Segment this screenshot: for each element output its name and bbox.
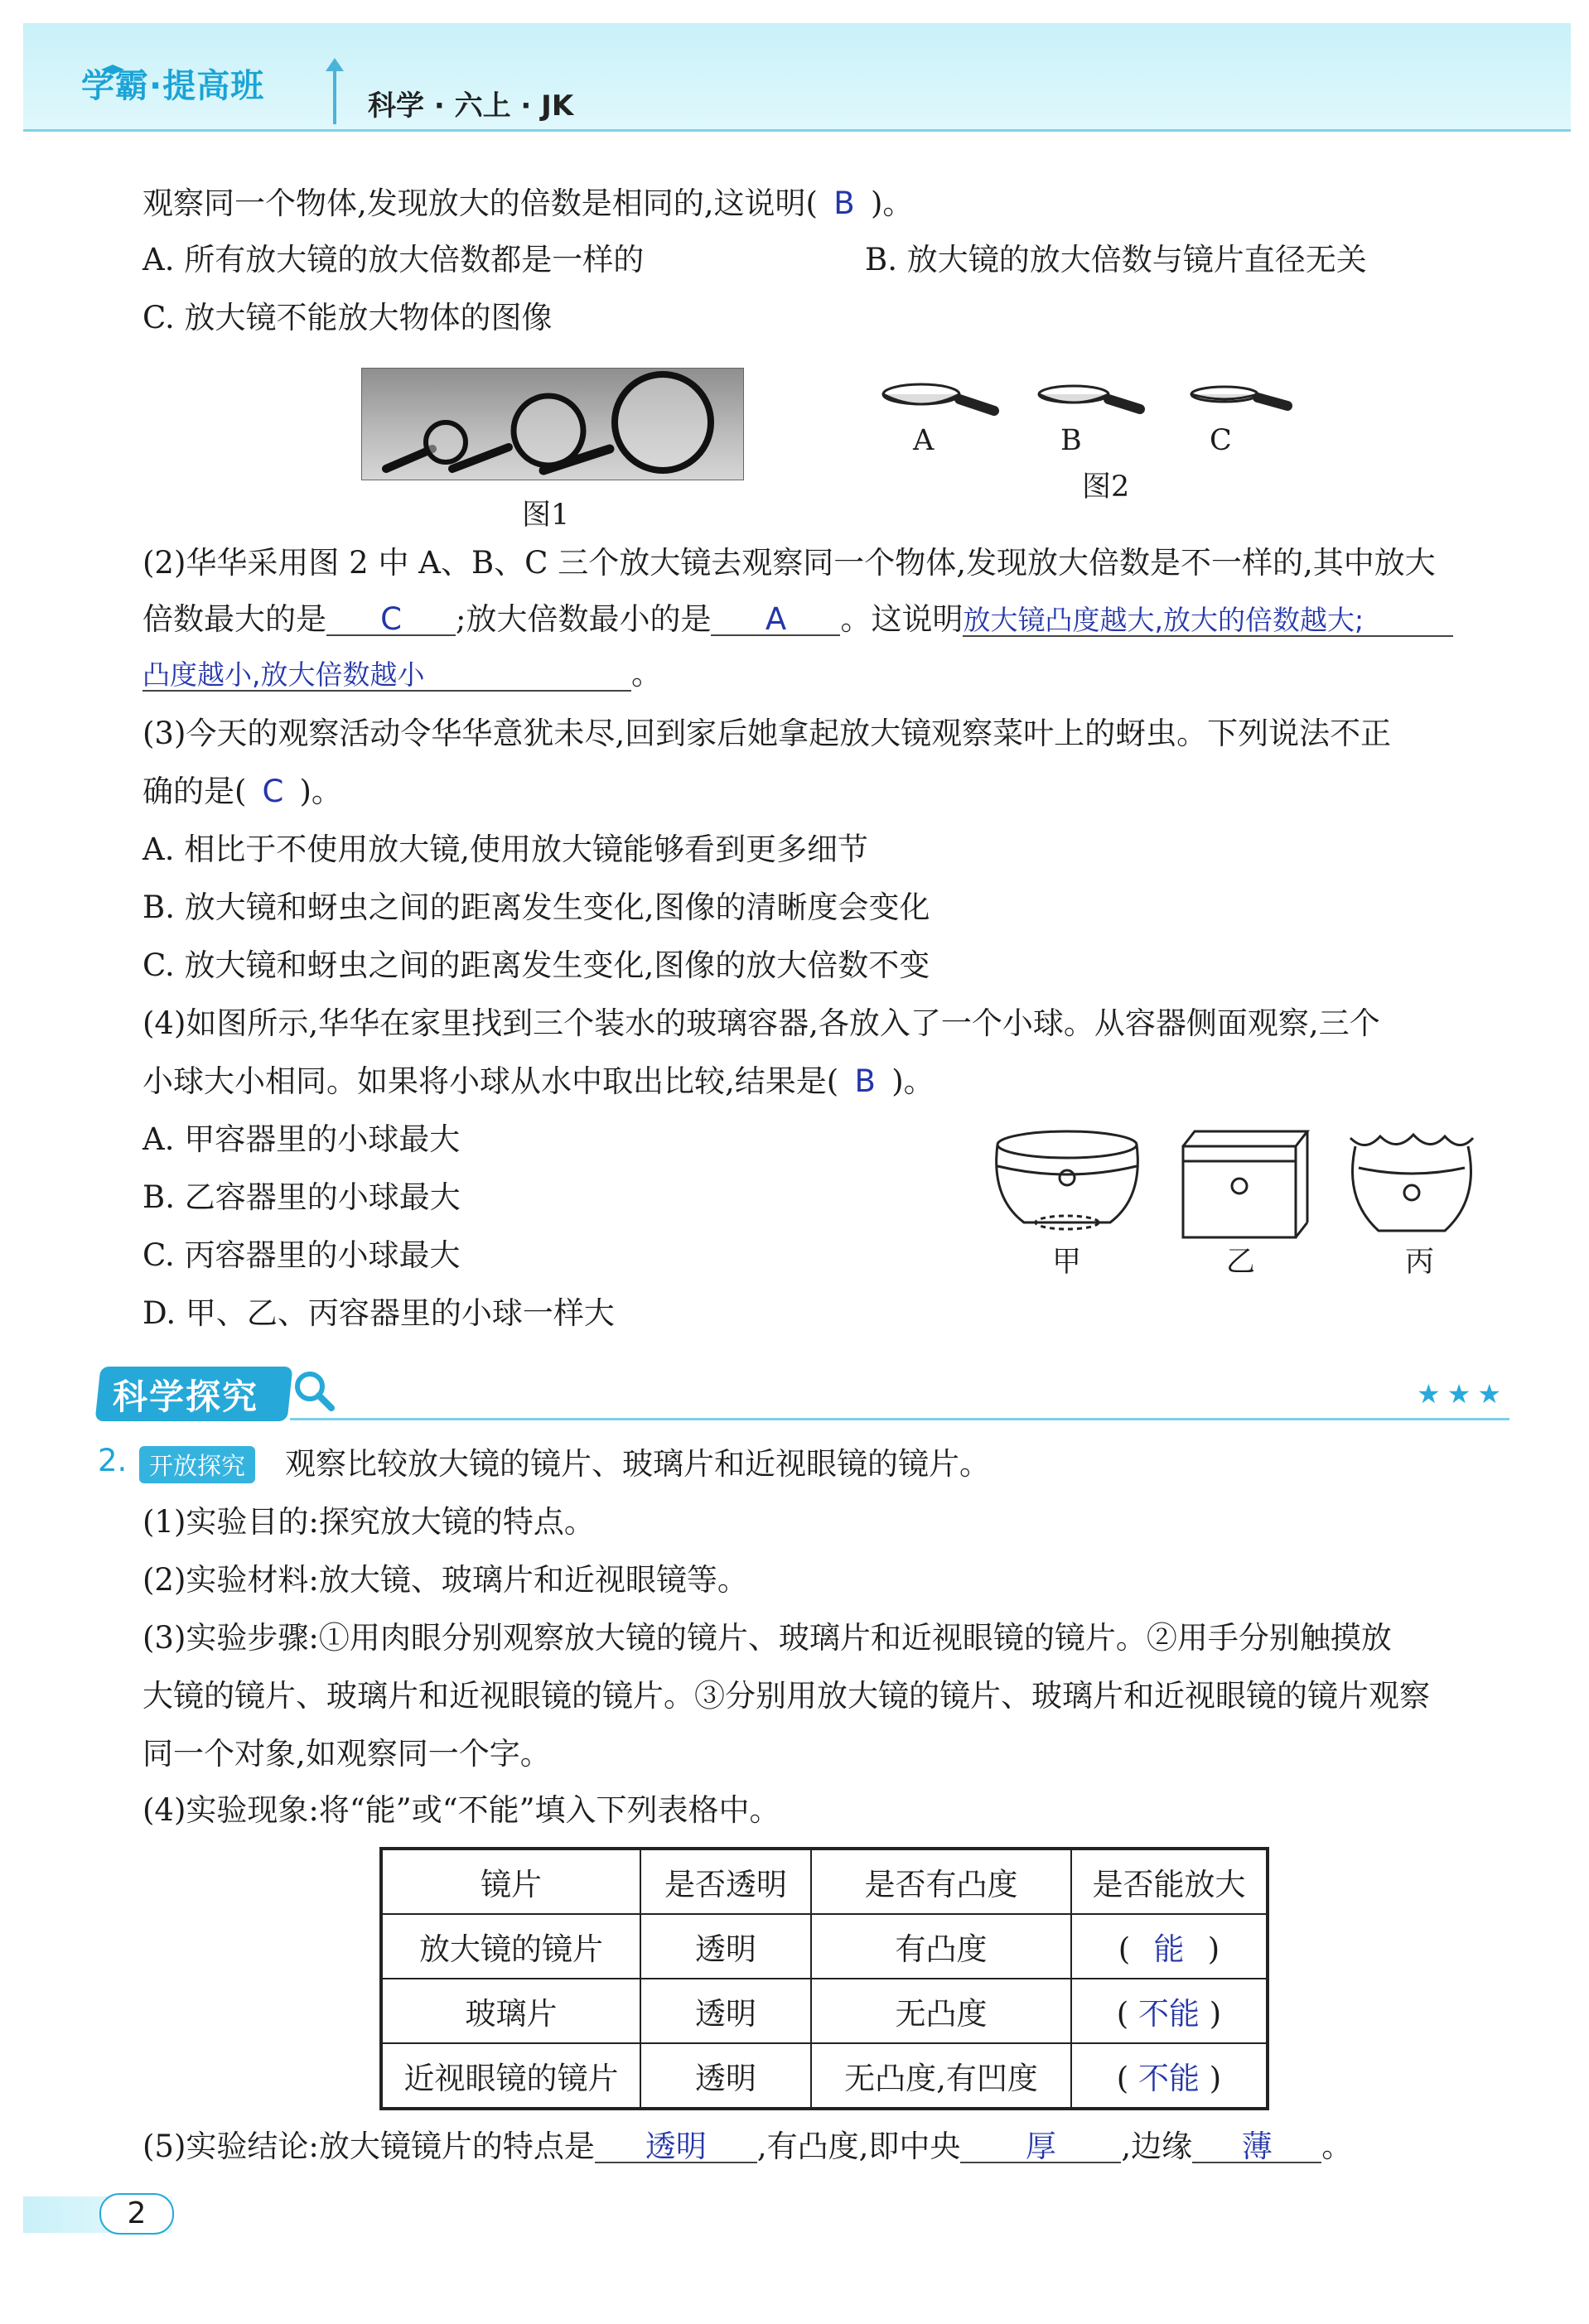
- q1-p2-end: 。: [631, 656, 662, 692]
- fig2-label-b: B: [1060, 424, 1082, 457]
- q1-p1-stem-text: 观察同一个物体,发现放大的倍数是相同的,这说明(: [142, 186, 818, 221]
- container-label-jia: 甲: [1052, 1246, 1082, 1279]
- q2-tag: 开放探究: [139, 1446, 255, 1483]
- q1-p2-line1: (2)华华采用图 2 中 A、B、C 三个放大镜去观察同一个物体,发现放大倍数是不一样的,其中放大: [142, 545, 1436, 581]
- q1-p2-answer-reason2: 凸度越小,放大倍数越小: [142, 653, 631, 692]
- q1-p4-option-d: D. 甲、乙、丙容器里的小球一样大: [142, 1295, 615, 1331]
- q1-p2-line3: [142, 653, 662, 696]
- q1-p1-option-c: C. 放大镜不能放大物体的图像: [142, 300, 553, 335]
- q2-step1: (1)实验目的:探究放大镜的特点。: [142, 1504, 595, 1540]
- q1-p1-stem-end: )。: [870, 186, 914, 221]
- table-cell: 无凸度,有凹度: [811, 2043, 1071, 2109]
- q1-p2-mid: ;放大倍数最小的是: [456, 601, 712, 637]
- q1-p1-option-a: A. 所有放大镜的放大倍数都是一样的: [142, 242, 645, 277]
- fig2-label-c: C: [1210, 424, 1232, 457]
- q2-s5-pre: (5)实验结论:放大镜镜片的特点是: [142, 2129, 595, 2164]
- q1-p4-line2: [142, 1060, 935, 1103]
- q2-number: 2.: [98, 1443, 128, 1478]
- table-cell-answer: ( 不能 ): [1071, 2043, 1268, 2109]
- q1-p4-option-c: C. 丙容器里的小球最大: [142, 1237, 461, 1273]
- q1-p4-option-b: B. 乙容器里的小球最大: [142, 1179, 461, 1215]
- q1-p3-option-c: C. 放大镜和蚜虫之间的距离发生变化,图像的放大倍数不变: [142, 947, 930, 983]
- q1-p4-line1: (4)如图所示,华华在家里找到三个装水的玻璃容器,各放入了一个小球。从容器侧面观察,三个: [142, 1005, 1380, 1041]
- arrow-up-icon: [333, 70, 336, 124]
- table-row: [381, 2043, 1268, 2109]
- table-header: 是否能放大: [1071, 1849, 1268, 1914]
- table-cell-answer: ( 能 ): [1071, 1914, 1268, 1979]
- magnifiers-abc-figure: [878, 378, 1302, 427]
- table-row: [381, 1914, 1268, 1979]
- q2-step3-line1: (3)实验步骤:①用肉眼分别观察放大镜的镜片、玻璃片和近视眼镜的镜片。②用手分别触摸放: [142, 1620, 1392, 1656]
- table-cell: 透明: [640, 1914, 811, 1979]
- q1-p2-line2: [142, 598, 1453, 641]
- q2-step5: [142, 2125, 1352, 2168]
- table-header: 是否有凸度: [811, 1849, 1071, 1914]
- subject-label: 科学 · 六上 · JK: [368, 89, 574, 123]
- q1-p3-pre: 确的是(: [142, 774, 247, 809]
- q1-p2-answer-reason1: 放大镜凸度越大,放大的倍数越大;: [963, 599, 1453, 637]
- q1-p2-pre: 倍数最大的是: [142, 601, 326, 637]
- table-cell: 透明: [640, 2043, 811, 2109]
- q1-p4-post: )。: [891, 1063, 935, 1099]
- q1-p3-option-b: B. 放大镜和蚜虫之间的距离发生变化,图像的清晰度会变化: [142, 890, 930, 925]
- table-cell-answer: ( 不能 ): [1071, 1979, 1268, 2043]
- table-cell: 近视眼镜的镜片: [381, 2043, 640, 2109]
- table-header-row: [381, 1849, 1268, 1914]
- table-answer: 不能: [1138, 2061, 1200, 2096]
- page-number: 2: [99, 2193, 174, 2235]
- q2-s5-end: 。: [1321, 2129, 1353, 2164]
- difficulty-stars: ★★★: [1417, 1378, 1509, 1410]
- q1-p1-option-b: B. 放大镜的放大倍数与镜片直径无关: [865, 242, 1367, 277]
- observation-table: [379, 1847, 1269, 2110]
- container-label-bing: 丙: [1405, 1246, 1435, 1279]
- table-row: [381, 1979, 1268, 2043]
- q1-p4-pre: 小球大小相同。如果将小球从水中取出比较,结果是(: [142, 1063, 839, 1099]
- q1-p3-answer: C: [262, 774, 284, 809]
- q2-step3-line3: 同一个对象,如观察同一个字。: [142, 1736, 551, 1772]
- container-label-yi: 乙: [1226, 1246, 1256, 1279]
- q1-p1-answer: B: [833, 186, 855, 221]
- fig2-label-a: A: [913, 424, 935, 457]
- table-cell: 有凸度: [811, 1914, 1071, 1979]
- magnifier-icon: [292, 1368, 336, 1413]
- q2-s5-mid2: ,边缘: [1121, 2129, 1193, 2164]
- table-cell: 透明: [640, 1979, 811, 2043]
- q1-p3-line2: [142, 770, 342, 813]
- q1-p2-mid2: 。这说明: [840, 601, 964, 637]
- q2-s5-answer2: 厚: [960, 2125, 1121, 2163]
- table-answer: 不能: [1138, 1996, 1200, 2032]
- q1-p4-option-a: A. 甲容器里的小球最大: [142, 1121, 461, 1157]
- section-title: 科学探究: [113, 1377, 259, 1417]
- q2-s5-answer1: 透明: [595, 2125, 757, 2163]
- magnifier-photo-figure: [361, 368, 744, 480]
- table-cell: 玻璃片: [381, 1979, 640, 2043]
- q1-p2-answer-max: C: [326, 598, 456, 636]
- q2-step2: (2)实验材料:放大镜、玻璃片和近视眼镜等。: [142, 1562, 748, 1598]
- q2-s5-mid1: ,有凸度,即中央: [756, 2129, 961, 2164]
- figure1-caption: 图1: [522, 499, 570, 532]
- table-header: 是否透明: [640, 1849, 811, 1914]
- table-cell: 放大镜的镜片: [381, 1914, 640, 1979]
- glass-containers-figure: [991, 1125, 1538, 1241]
- q1-p3-post: )。: [299, 774, 342, 809]
- q2-stem: 观察比较放大镜的镜片、玻璃片和近视眼镜的镜片。: [285, 1446, 990, 1482]
- q1-p2-answer-min: A: [711, 598, 840, 636]
- q2-step3-line2: 大镜的镜片、玻璃片和近视眼镜的镜片。③分别用放大镜的镜片、玻璃片和近视眼镜的镜片观察: [142, 1678, 1430, 1714]
- table-answer: 能: [1153, 1931, 1185, 1967]
- q1-p4-answer: B: [854, 1063, 876, 1099]
- q1-p1-stem: [142, 182, 913, 225]
- q2-s5-answer3: 薄: [1192, 2125, 1321, 2163]
- q1-p3-option-a: A. 相比于不使用放大镜,使用放大镜能够看到更多细节: [142, 832, 869, 867]
- q1-p3-line1: (3)今天的观察活动令华华意犹未尽,回到家后她拿起放大镜观察菜叶上的蚜虫。下列说法不正: [142, 716, 1392, 751]
- q2-step4: (4)实验现象:将“能”或“不能”填入下列表格中。: [142, 1792, 780, 1828]
- series-title: 学霸·提高班: [81, 67, 265, 105]
- table-cell: 无凸度: [811, 1979, 1071, 2043]
- figure2-caption: 图2: [1082, 470, 1130, 504]
- table-header: 镜片: [381, 1849, 640, 1914]
- section-divider: [290, 1418, 1509, 1420]
